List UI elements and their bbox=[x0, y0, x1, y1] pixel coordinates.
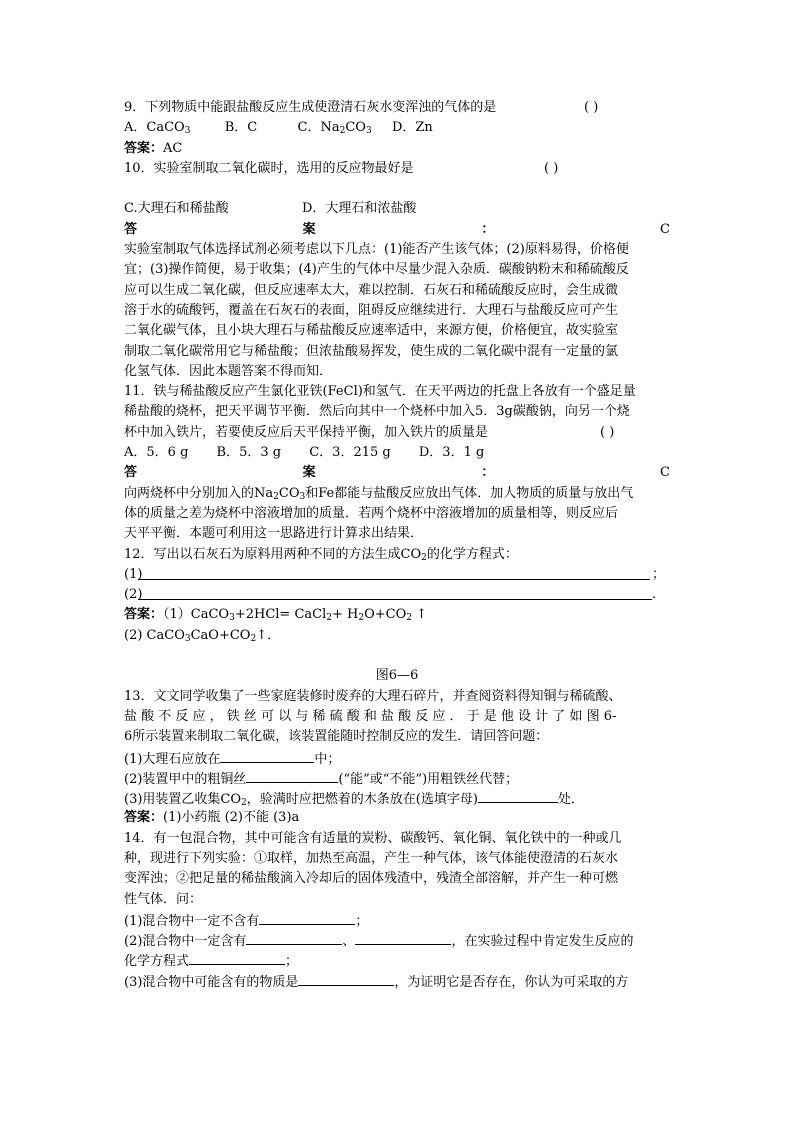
explanation-line: 化氢气体．因此本题答案不得而知． bbox=[124, 363, 333, 379]
explanation-line: 二氧化碳气体，且小块大理石与稀盐酸反应速率适中，来源方便，价格便宜，故实验室 bbox=[124, 323, 619, 339]
q11-answer-paren: ( ) bbox=[600, 424, 615, 440]
answer-label: 答案： bbox=[124, 607, 164, 623]
answer-char: 案 bbox=[302, 221, 316, 237]
explanation-line: 制取二氧化碳常用它与稀盐酸；但浓盐酸易挥发，使生成的二氧化碳中混有一定量的氯 bbox=[124, 343, 619, 359]
answer-blank-line[interactable] bbox=[298, 971, 394, 986]
q9-option-c: C．$Na_2CO_3$ bbox=[297, 120, 372, 137]
answer-blank-line[interactable] bbox=[478, 788, 558, 803]
explanation-line: 宜；(3)操作简便，易于收集；(4)产生的气体中尽量少混入杂质．碳酸钠粉末和稀硫酸反 bbox=[124, 262, 629, 278]
q14-sub-1: (1)混合物中一定不含有 ； bbox=[124, 910, 670, 930]
q12-blank-2 bbox=[124, 585, 670, 605]
q9-option-d: D．Zn bbox=[391, 120, 433, 136]
q14-sub-2: (2)混合物中一定含有 、 ，在实验过程中肯定发生反应的 bbox=[124, 930, 670, 950]
q13-stem-line: 盐 酸 不 反 应 ， 铁 丝 可 以 与 稀 硫 酸 和 盐 酸 反 应 ． 于 是 他 设 计 了 如 图 6- bbox=[124, 708, 617, 724]
answer-char: 案 bbox=[302, 465, 316, 481]
q11-option-d: D．3．1 g bbox=[418, 445, 485, 461]
blank-end: . bbox=[652, 587, 657, 603]
q11-explanation bbox=[124, 484, 670, 545]
q13-sub-3: (3)用装置乙收集$CO_2$，验满时应把燃着的木条放在(选填字母) 处． bbox=[124, 788, 670, 808]
q14-sub-3: (3)混合物中可能含有的物质是 ，为证明它是否存在，你认为可采取的方 bbox=[124, 971, 670, 991]
q13-sub-2: (2)装置甲中的粗铜丝 (“能”或“不能”)用粗铁丝代替； bbox=[124, 768, 670, 788]
q11-answer-value: C bbox=[660, 465, 670, 481]
q12-answer-1: 答案：（1）CaCO$_3$+2HCl= CaCl$_2$+ $H_2O+CO_2$ ↑ bbox=[124, 607, 428, 624]
answer-char: ： bbox=[481, 465, 495, 481]
q10-gap bbox=[124, 179, 670, 199]
q9-stem-text: 9．下列物质中能跟盐酸反应生成使澄清石灰水变浑浊的气体的是 bbox=[124, 100, 497, 115]
q13-answer bbox=[124, 808, 670, 828]
q10-explanation bbox=[124, 240, 670, 382]
explanation-line: 向两烧杯中分别加入的$Na_2CO_3$和Fe都能与盐酸反应放出气体．加人物质的质量与放出气 bbox=[124, 485, 634, 502]
q14-stem-line: 变浑浊；②把足量的稀盐酸滴入冷却后的固体残渣中，残渣全部溶解，并产生一种可燃 bbox=[124, 871, 619, 887]
q11-options bbox=[124, 443, 670, 463]
q13-answer-value: (1)小药瓶 (2)不能 (3)a bbox=[163, 810, 300, 826]
q9-stem bbox=[124, 98, 670, 118]
answer-blank-line[interactable] bbox=[259, 910, 355, 925]
explanation-line: 应可以生成二氧化碳，但反应速率太大，难以控制．石灰石和稀硫酸反应时，会生成微 bbox=[124, 282, 619, 298]
answer-char: 答 bbox=[124, 465, 138, 481]
q13-stem-line: 6所示装置来制取二氧化碳，该装置能随时控制反应的发生．请回答问题： bbox=[124, 729, 549, 745]
q10-stem bbox=[124, 159, 670, 179]
answer-blank-line[interactable] bbox=[138, 565, 650, 580]
answer-label: 答案： bbox=[124, 810, 164, 826]
q11-option-b: B．5．3 g bbox=[216, 445, 282, 461]
q13-stem bbox=[124, 687, 670, 748]
figure-gap bbox=[124, 646, 670, 666]
q13-stem-line: 13．文文同学收集了一些家庭装修时废弃的大理石碎片，并查阅资料得知铜与稀硫酸、 bbox=[124, 688, 622, 704]
worksheet-page bbox=[124, 98, 670, 991]
q11-answer bbox=[124, 463, 670, 483]
q11-stem-line: 11．铁与稀盐酸反应产生氯化亚铁(FeCl)和氢气．在天平两边的托盘上各放有一个盛足量 bbox=[124, 384, 636, 400]
q9-options bbox=[124, 118, 670, 138]
q11-stem bbox=[124, 382, 670, 443]
q10-answer-value: C bbox=[660, 221, 670, 237]
q9-option-a: A．CaCO$_3$ bbox=[124, 120, 191, 137]
figure-caption: 图6—6 bbox=[375, 668, 419, 684]
answer-blank-line[interactable] bbox=[220, 748, 314, 763]
q14-sub-2b: 化学方程式 ； bbox=[124, 950, 670, 970]
blank-end: ； bbox=[652, 566, 666, 582]
q10-answer bbox=[124, 220, 670, 240]
explanation-line: 溶于水的硫酸钙，覆盖在石灰石的表面，阻碍反应继续进行．大理石与盐酸反应可产生 bbox=[124, 302, 619, 318]
q9-answer-value: AC bbox=[163, 140, 183, 156]
answer-label: 答案： bbox=[124, 140, 164, 156]
q9-option-b: B．C bbox=[224, 120, 258, 136]
q12-blank-1 bbox=[124, 565, 670, 585]
q10-answer-paren: ( ) bbox=[544, 160, 559, 176]
q12-answer-2: (2) $CaCO_3CaO+CO_2↑$． bbox=[124, 627, 281, 644]
q9-answer bbox=[124, 139, 670, 159]
q14-stem bbox=[124, 829, 670, 910]
q12-stem: 12．写出以石灰石为原料用两种不同的方法生成$CO_2$的化学方程式： bbox=[124, 546, 518, 563]
q13-sub-1: (1)大理石应放在 中； bbox=[124, 748, 670, 768]
answer-blank-line[interactable] bbox=[355, 930, 451, 945]
explanation-line: 实验室制取气体选择试剂必须考虑以下几点：(1)能否产生该气体；(2)原料易得，价格便 bbox=[124, 242, 629, 258]
blank-label: (2) bbox=[124, 587, 143, 603]
q10-options bbox=[124, 199, 670, 219]
q9-answer-paren: ( ) bbox=[584, 100, 599, 115]
answer-char: 答 bbox=[124, 221, 138, 237]
q11-stem-line: 稀盐酸的烧杯，把天平调节平衡．然后向其中一个烧杯中加入5．3g碳酸钠，向另一个烧 bbox=[124, 404, 630, 420]
q14-stem-line: 性气体．问： bbox=[124, 891, 203, 907]
answer-char: ： bbox=[481, 221, 495, 237]
answer-blank-line[interactable] bbox=[189, 950, 285, 965]
q14-stem-line: 14．有一包混合物，其中可能含有适量的炭粉、碳酸钙、氧化铜、氧化铁中的一种或几 bbox=[124, 830, 622, 846]
q10-option-c: C.大理石和稀盐酸 bbox=[124, 201, 229, 217]
answer-blank-line[interactable] bbox=[246, 930, 342, 945]
blank-label: (1) bbox=[124, 566, 143, 582]
explanation-line: 体的质量之差为烧杯中溶液增加的质量．若两个烧杯中溶液增加的质量相等，则反应后 bbox=[124, 505, 619, 521]
q10-option-d: D．大理石和浓盐酸 bbox=[302, 201, 417, 217]
q11-stem-line: 杯中加入铁片，若要使反应后天平保持平衡，加入铁片的质量是 ( ) bbox=[124, 423, 670, 443]
q11-option-a: A．5．6 g bbox=[124, 445, 189, 461]
explanation-line: 天平平衡．本题可利用这一思路进行计算求出结果． bbox=[124, 526, 424, 542]
q10-stem-text: 10．实验室制取二氧化碳时，选用的反应物最好是 bbox=[124, 160, 414, 176]
answer-blank-line[interactable] bbox=[246, 768, 338, 783]
q14-stem-line: 种，现进行下列实验：①取样，加热至高温，产生一种气体，该气体能使澄清的石灰水 bbox=[124, 850, 619, 866]
answer-blank-line[interactable] bbox=[138, 585, 652, 600]
q11-option-c: C．3．215 g bbox=[309, 445, 391, 461]
